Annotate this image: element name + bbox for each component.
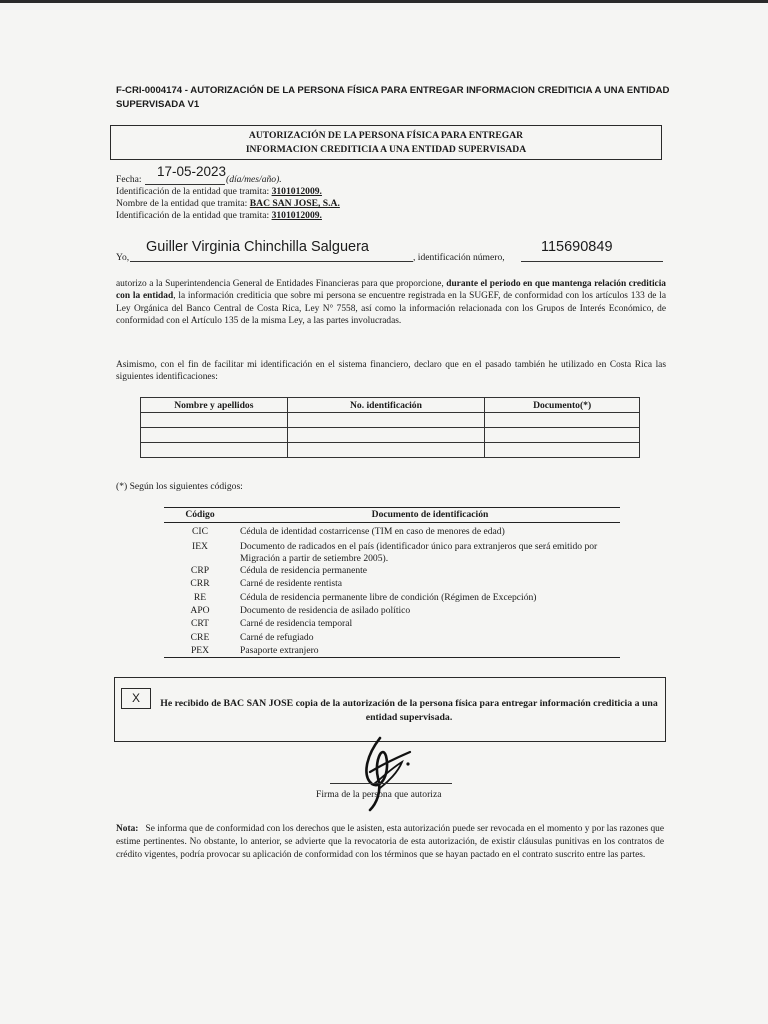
- entity-id-label: Identificación de la entidad que tramita:: [116, 186, 270, 197]
- authorization-paragraph: [116, 278, 666, 327]
- table-cell: [141, 413, 288, 428]
- entity-id2-value: 3101012009.: [271, 210, 322, 221]
- signature-line: [330, 783, 452, 784]
- entity-name-line: [116, 198, 340, 210]
- fecha-value: 17-05-2023: [157, 164, 227, 179]
- fecha-line: [145, 184, 225, 185]
- code-cell: CIC: [192, 526, 208, 537]
- table-row: [141, 413, 640, 428]
- identifications-paragraph: Asimismo, con el fin de facilitar mi identificación en el sistema financiero, declaro que en el pasado también he utilizado en Costa Rica las siguientes identificaciones:: [116, 360, 666, 383]
- entity-id2-line: [116, 210, 322, 222]
- acknowledgement-checkbox[interactable]: X: [121, 688, 151, 709]
- code-cell: CRR: [190, 578, 210, 590]
- entity-id-value: 3101012009.: [271, 186, 322, 197]
- doc-cell: Carné de refugiado: [240, 631, 314, 643]
- fecha-label: Fecha:: [116, 174, 142, 185]
- code-cell: CRP: [190, 564, 210, 576]
- scan-top-border: [0, 0, 768, 3]
- doc-cell: Cédula de identidad costarricense (TIM en caso de menores de edad): [240, 526, 505, 537]
- table-row: [141, 443, 640, 458]
- table-cell: [287, 443, 485, 458]
- signature-scribble-icon: [340, 732, 450, 814]
- codes-table: [164, 507, 620, 658]
- person-name: Guiller Virginia Chinchilla Salguera: [146, 239, 369, 255]
- doc-cell: Pasaporte extranjero: [240, 645, 319, 657]
- note-text: Se informa que de conformidad con los derechos que le asisten, esta autorización puede ser revocada en el momento y por las razones que estime pertinentes. No obstante, lo anterior, se advierte que la revocatoria de esta autorización, de existir cláusulas punitivas en los contratos de crédito vigentes, podría provocar su aplicación de conformidad con los términos que se hayan pactado en el contrato suscrito entre las partes.: [116, 824, 664, 860]
- yo-label: Yo,: [116, 252, 130, 263]
- title-line-1: AUTORIZACIÓN DE LA PERSONA FÍSICA PARA ENTREGAR: [248, 130, 524, 141]
- title-line-2: INFORMACION CREDITICIA A UNA ENTIDAD SUPERVISADA: [245, 143, 527, 155]
- table-row: [164, 645, 620, 658]
- doc-cell: Documento de radicados en el país (identificador único para extranjeros que será emitido por Migración a partir de setiembre 2005).: [240, 540, 598, 564]
- person-id-label: , identificación número,: [413, 252, 505, 263]
- table-cell: [485, 413, 640, 428]
- code-cell: RE: [193, 591, 207, 603]
- table-row: [164, 526, 620, 538]
- name-line: [130, 261, 413, 262]
- col-header-documento: Documento(*): [485, 398, 640, 413]
- table-row: [164, 592, 620, 604]
- col-header-identificacion: No. identificación: [287, 398, 485, 413]
- entity-name-value: BAC SAN JOSE, S.A.: [249, 198, 340, 209]
- table-cell: [287, 428, 485, 443]
- table-row: [164, 565, 620, 577]
- codes-header-row: [164, 507, 620, 523]
- table-row: [164, 618, 620, 630]
- doc-cell: Cédula de residencia permanente: [240, 564, 368, 576]
- table-cell: [287, 413, 485, 428]
- form-header: F-CRI-0004174 - AUTORIZACIÓN DE LA PERSONA FÍSICA PARA ENTREGAR INFORMACION CREDITICIA A UNA ENTIDAD SUPERVISADA V1: [116, 85, 670, 110]
- paragraph1-part2: , la información crediticia que sobre mi persona se encuentre registrada en la SUGEF, de conformidad con los artículos 133 de la Ley Orgánica del Banco Central de Costa Rica, Ley N° 7558, así como la información relacionada con los Grupos de Interés Económico, de conformidad con el Artículo 135 de la misma Ley, a las partes involucradas.: [116, 291, 667, 326]
- codes-header-code: Código: [185, 509, 215, 520]
- table-cell: [485, 428, 640, 443]
- code-cell: CRT: [190, 618, 210, 630]
- doc-cell: Carné de residencia temporal: [240, 618, 353, 630]
- doc-cell: Documento de residencia de asilado político: [240, 604, 411, 616]
- code-cell: IEX: [192, 540, 208, 552]
- note-paragraph: [116, 823, 664, 861]
- table-cell: [141, 428, 288, 443]
- id-line: [521, 261, 663, 262]
- doc-cell: Carné de residente rentista: [240, 578, 343, 590]
- entity-id-line: [116, 186, 322, 198]
- doc-cell: Cédula de residencia permanente libre de condición (Régimen de Excepción): [240, 591, 537, 603]
- paragraph1-bold: durante el periodo en que mantenga relación crediticia con la entidad: [116, 279, 666, 302]
- codes-header-doc: Documento de identificación: [371, 509, 489, 520]
- code-cell: CRE: [190, 631, 210, 643]
- table-row: [164, 632, 620, 644]
- table-row: [164, 541, 620, 565]
- table-row: [164, 578, 620, 590]
- table-row: [141, 428, 640, 443]
- note-label: Nota:: [116, 824, 139, 834]
- codes-note: (*) Según los siguientes códigos:: [116, 481, 243, 492]
- title-box: [110, 125, 662, 160]
- identifications-table: [140, 397, 640, 458]
- acknowledgement-text: He recibido de BAC SAN JOSE copia de la autorización de la persona física para entregar información crediticia a una entidad supervisada.: [160, 698, 658, 723]
- table-cell: [485, 443, 640, 458]
- person-id-value: 115690849: [541, 239, 613, 255]
- col-header-nombre: Nombre y apellidos: [141, 398, 288, 413]
- code-cell: APO: [190, 604, 210, 616]
- entity-id2-label: Identificación de la entidad que tramita:: [116, 210, 270, 221]
- entity-name-label: Nombre de la entidad que tramita:: [116, 198, 248, 209]
- signature-label: Firma de la persona que autoriza: [316, 789, 442, 800]
- table-row: [164, 605, 620, 617]
- code-cell: PEX: [190, 645, 210, 657]
- fecha-hint: (día/mes/año).: [226, 174, 282, 185]
- table-cell: [141, 443, 288, 458]
- paragraph1-part1: autorizo a la Superintendencia General de Entidades Financieras para que proporcione,: [116, 279, 447, 289]
